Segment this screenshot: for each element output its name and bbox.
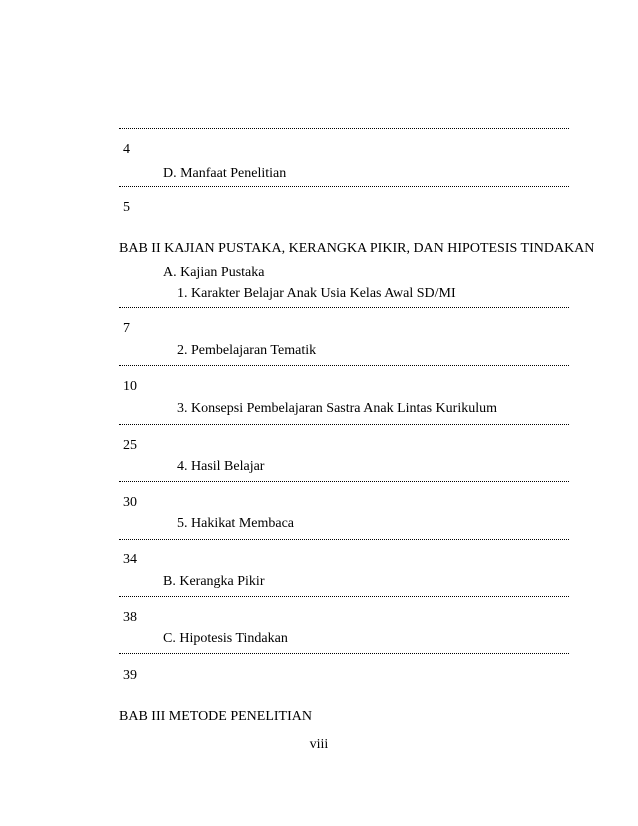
dot-leader <box>119 481 569 482</box>
toc-subentry-2: 2. Pembelajaran Tematik <box>177 343 317 358</box>
toc-page-number: 7 <box>123 321 130 336</box>
toc-page-number: 30 <box>123 495 137 510</box>
dot-leader <box>119 128 569 129</box>
page-number-footer: viii <box>309 737 329 752</box>
toc-subentry-5: 5. Hakikat Membaca <box>177 516 295 531</box>
toc-chapter-3: BAB III METODE PENELITIAN <box>119 709 312 724</box>
dot-leader <box>119 653 569 654</box>
toc-page-number: 25 <box>123 438 137 453</box>
dot-leader <box>119 365 569 366</box>
toc-chapter-2: BAB II KAJIAN PUSTAKA, KERANGKA PIKIR, DAN HIPOTESIS TINDAKAN <box>119 241 595 256</box>
toc-page-number: 5 <box>123 200 130 215</box>
toc-entry-kerangka: B. Kerangka Pikir <box>163 574 265 589</box>
dot-leader <box>119 186 569 187</box>
toc-page-number: 10 <box>123 379 137 394</box>
toc-subentry-1: 1. Karakter Belajar Anak Usia Kelas Awal SD/MI <box>177 286 456 301</box>
toc-entry-manfaat: D. Manfaat Penelitian <box>163 166 287 181</box>
toc-page-number: 39 <box>123 668 137 683</box>
toc-entry-hipotesis: C. Hipotesis Tindakan <box>163 631 288 646</box>
toc-page-number: 38 <box>123 610 137 625</box>
dot-leader <box>119 539 569 540</box>
dot-leader <box>119 424 569 425</box>
toc-subentry-3: 3. Konsepsi Pembelajaran Sastra Anak Lintas Kurikulum <box>177 401 497 416</box>
dot-leader <box>119 596 569 597</box>
toc-subentry-4: 4. Hasil Belajar <box>177 459 265 474</box>
toc-entry-kajian-pustaka: A. Kajian Pustaka <box>163 265 265 280</box>
toc-page-number: 34 <box>123 552 137 567</box>
toc-page-number: 4 <box>123 142 130 157</box>
dot-leader <box>119 307 569 308</box>
